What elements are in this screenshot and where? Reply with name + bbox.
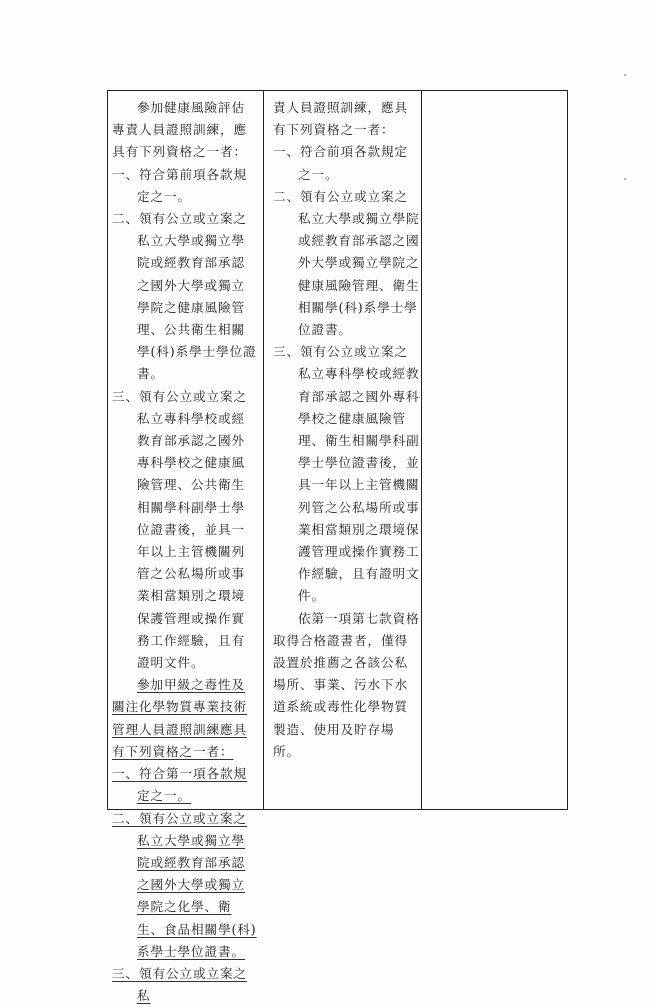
clause-item: 二、領有公立或立案之私立大學或獨立學院或經教育部承認之國外大學或獨立學院之健康風險管理、衛生相關學(科)系學士學位證書。 (273, 188, 420, 338)
comparison-table (107, 90, 568, 1004)
paragraph-continuation: 責人員證照訓練，應具有下列資格之一者： (273, 100, 408, 138)
paragraph-restriction: 依第一項第七款資格取得合格證書者，僅得設置於推薦之各該公私場所、事業、污水下水道系統或毒性化學物質製造、使用及貯存場所。 (273, 610, 420, 759)
clause-item: 一、符合第前項各款規定之一。 (112, 166, 247, 204)
paragraph-toxic-chemical: 參加甲級之毒性及關注化學物質專業技術管理人員證照訓練應具有下列資格之一者： (112, 677, 247, 759)
current-text-column (273, 97, 421, 763)
clause-item: 三、領有公立或立案之私立專科學校或經教育部承認之國外專科學校之健康風險管理、衛生相關學科副學士學位證書後，並具一年以上主管機關列管之公私場所或事業相當類別之環境保護管理或操作實務工作經驗，且有證明文件。 (273, 344, 420, 604)
paragraph-health-risk: 參加健康風險評估專責人員證照訓練，應具有下列資格之一者： (112, 100, 247, 160)
column-divider-1 (263, 91, 264, 809)
amended-text-column (112, 97, 258, 1007)
clause-item: 一、符合前項各款規定之一。 (273, 144, 408, 182)
scan-speck (624, 178, 626, 180)
scan-speck (624, 74, 626, 76)
clause-item: 三、領有公立或立案之私立專科學校或經教育部承認之國外專科學校之健康風險管理、公共衛生相關學科副學士學位證書後，並具一年以上主管機關列管之公私場所或事業相當類別之環境保護管理或操作實務工作經驗，且有證明文件。 (112, 388, 247, 671)
column-divider-2 (421, 91, 422, 809)
clause-item: 二、領有公立或立案之私立大學或獨立學院或經教育部承認之國外大學或獨立學院之健康風險管理、公共衛生相關學(科)系學士學位證書。 (112, 211, 257, 382)
clause-item: 三、領有公立或立案之私 (112, 965, 247, 1004)
clause-item: 二、領有公立或立案之私立大學或獨立學院或經教育部承認之國外大學或獨立學院之化學、衛生、食品相關學(科)系學士學位證書。 (112, 810, 257, 959)
clause-item: 一、符合第一項各款規定之一。 (112, 766, 247, 804)
